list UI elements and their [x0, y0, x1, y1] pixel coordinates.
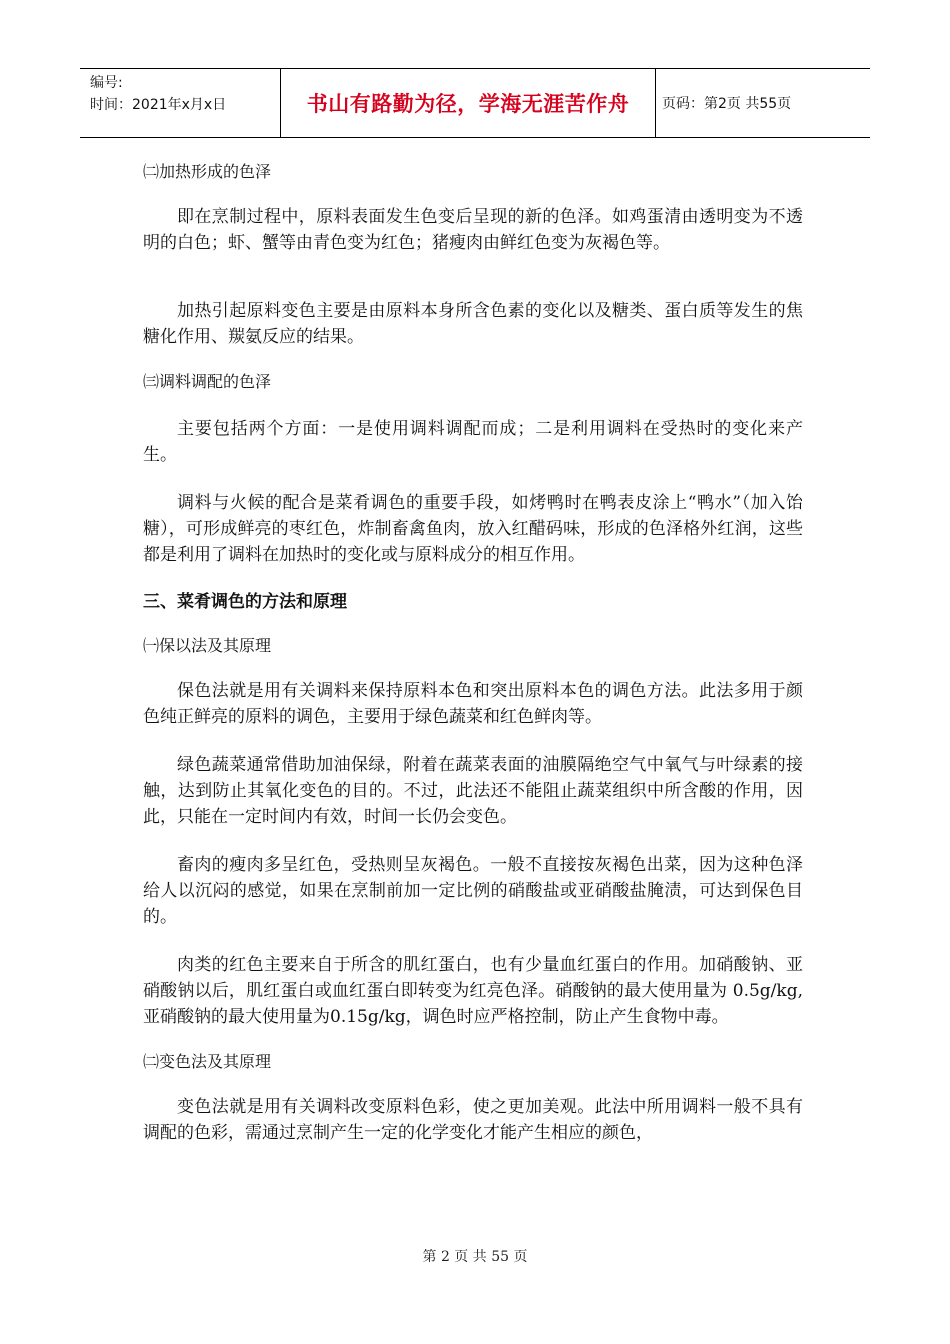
- header-page-cell: [656, 69, 870, 137]
- header-motto-cell: [281, 69, 656, 137]
- paragraph: 主要包括两个方面：一是使用调料调配而成；二是利用调料在受热时的变化来产生。: [143, 419, 803, 465]
- header-motto: 书山有路勤为径，学海无涯苦作舟: [306, 92, 630, 116]
- paragraph: 保色法就是用有关调料来保持原料本色和突出原料本色的调色方法。此法多用于颜色纯正鲜亮的原料的调色，主要用于绿色蔬菜和红色鲜肉等。: [143, 681, 803, 727]
- subheading-color-changing: ㈡变色法及其原理: [143, 1052, 272, 1071]
- paragraph: 肉类的红色主要来自于所含的肌红蛋白，也有少量血红蛋白的作用。加硝酸钠、亚硝酸钠以后，肌红蛋白或血红蛋白即转变为红亮色泽。硝酸钠的最大使用量为 0.5g/kg,亚硝酸钠的最大使用量为0.15g/kg，调色时应严格控制，防止产生食物中毒。: [143, 955, 803, 1027]
- paragraph: 畜肉的瘦肉多呈红色，受热则呈灰褐色。一般不直接按灰褐色出菜，因为这种色泽给人以沉闷的感觉，如果在烹制前加一定比例的硝酸盐或亚硝酸盐腌渍，可达到保色目的。: [143, 855, 803, 927]
- subheading-seasoning-color: ㈢调料调配的色泽: [143, 372, 272, 391]
- page-footer: 第 2 页 共 55 页: [422, 1249, 528, 1265]
- paragraph: 即在烹制过程中，原料表面发生色变后呈现的新的色泽。如鸡蛋清由透明变为不透明的白色；虾、蟹等由青色变为红色；猪瘦肉由鲜红色变为灰褐色等。: [143, 207, 803, 253]
- paragraph: 调料与火候的配合是菜肴调色的重要手段，如烤鸭时在鸭表皮涂上“鸭水”（加入饴糖），可形成鲜亮的枣红色，炸制畜禽鱼肉，放入红醋码味，形成的色泽格外红润，这些都是利用了调料在加热时的变化或与原料成分的相互作用。: [143, 493, 803, 565]
- section-heading: 三、菜肴调色的方法和原理: [143, 592, 347, 612]
- paragraph: 加热引起原料变色主要是由原料本身所含色素的变化以及糖类、蛋白质等发生的焦糖化作用、羰氨反应的结果。: [143, 301, 803, 347]
- subheading-heating-color: ㈡加热形成的色泽: [143, 162, 272, 181]
- header-info: [80, 69, 281, 137]
- page-header: [80, 68, 870, 138]
- number-label: 编号:: [90, 75, 123, 91]
- subheading-color-preserving: ㈠保以法及其原理: [143, 636, 272, 655]
- paragraph: 变色法就是用有关调料改变原料色彩，使之更加美观。此法中所用调料一般不具有调配的色彩，需通过烹制产生一定的化学变化才能产生相应的颜色，: [143, 1097, 803, 1143]
- document-body: [143, 158, 803, 1146]
- date-label: 时间：2021年x月x日: [90, 97, 227, 113]
- header-page-label: 页码：第2页 共55页: [662, 96, 792, 112]
- paragraph: 绿色蔬菜通常借助加油保绿，附着在蔬菜表面的油膜隔绝空气中氧气与叶绿素的接触，达到防止其氧化变色的目的。不过，此法还不能阻止蔬菜组织中所含酸的作用，因此，只能在一定时间内有效，时间一长仍会变色。: [143, 755, 803, 827]
